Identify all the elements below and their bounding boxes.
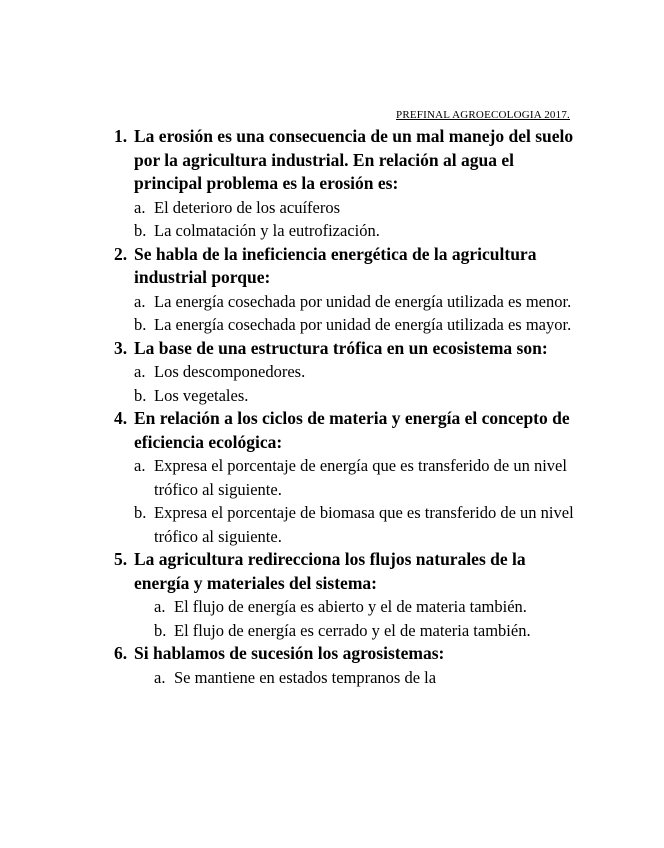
question-2 xyxy=(114,243,574,337)
option-text: La colmatación y la eutrofización. xyxy=(154,221,380,240)
question-number: 1. xyxy=(114,126,128,146)
option-b xyxy=(114,619,574,643)
option-a xyxy=(114,454,574,501)
question-1 xyxy=(114,125,574,243)
option-text: Los descomponedores. xyxy=(154,362,306,381)
question-list xyxy=(114,125,574,689)
option-letter: a. xyxy=(154,667,166,687)
question-text: Si hablamos de sucesión los agrosistemas: xyxy=(134,643,445,663)
option-text: Se mantiene en estados tempranos de la xyxy=(174,667,437,687)
option-text: La energía cosechada por unidad de energía utilizada es mayor. xyxy=(154,315,572,334)
option-text: Los vegetales. xyxy=(154,385,249,405)
question-6 xyxy=(114,642,574,689)
question-number: 3. xyxy=(114,337,128,358)
document-header: PREFINAL AGROECOLOGIA 2017. xyxy=(396,109,570,121)
question-text: La agricultura redirecciona los flujos naturales de la energía y materiales del sistema: xyxy=(134,549,526,593)
option-a xyxy=(114,666,574,690)
option-text: Expresa el porcentaje de energía que es transferido de un nivel trófico al siguiente. xyxy=(154,456,567,499)
option-text: El deterioro de los acuíferos xyxy=(154,197,341,217)
option-letter: a. xyxy=(134,197,146,217)
option-a xyxy=(114,290,574,314)
option-letter: b. xyxy=(134,315,147,334)
question-text: Se habla de la ineficiencia energética de la agricultura industrial porque: xyxy=(134,243,537,287)
question-number: 6. xyxy=(114,643,128,663)
option-letter: a. xyxy=(134,291,146,311)
question-5 xyxy=(114,548,574,642)
question-number: 4. xyxy=(114,408,128,428)
option-b xyxy=(114,501,574,548)
question-text: La erosión es una consecuencia de un mal manejo del suelo por la agricultura industrial. En relación al agua el principal problema es la erosión es: xyxy=(134,126,574,193)
option-text: El flujo de energía es abierto y el de materia también. xyxy=(174,597,527,616)
option-text: Expresa el porcentaje de biomasa que es transferido de un nivel trófico al siguiente. xyxy=(154,503,574,546)
option-text: La energía cosechada por unidad de energía utilizada es menor. xyxy=(154,291,572,311)
question-text: La base de una estructura trófica en un ecosistema son: xyxy=(134,337,548,358)
question-text: En relación a los ciclos de materia y energía el concepto de eficiencia ecológica: xyxy=(134,408,570,452)
option-letter: a. xyxy=(134,456,146,475)
option-letter: b. xyxy=(134,503,147,522)
question-4 xyxy=(114,407,574,548)
question-number: 2. xyxy=(114,243,128,264)
option-letter: b. xyxy=(134,385,147,405)
option-a xyxy=(114,595,574,619)
option-b xyxy=(114,384,574,408)
option-letter: b. xyxy=(134,221,147,240)
option-letter: a. xyxy=(154,597,166,616)
option-text: El flujo de energía es cerrado y el de materia también. xyxy=(174,620,531,640)
option-b xyxy=(114,313,574,337)
question-number: 5. xyxy=(114,549,128,569)
option-a xyxy=(114,196,574,220)
question-3 xyxy=(114,337,574,408)
option-a xyxy=(114,360,574,384)
option-b xyxy=(114,219,574,243)
option-letter: a. xyxy=(134,362,146,381)
option-letter: b. xyxy=(154,620,167,640)
